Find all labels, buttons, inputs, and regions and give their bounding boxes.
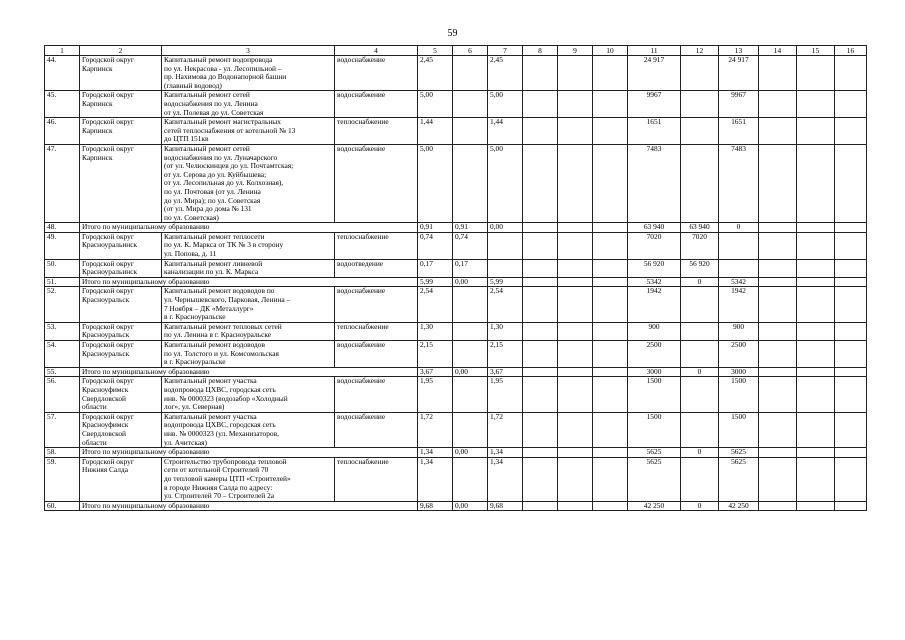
type-cell: водоснабжение: [335, 56, 418, 91]
value-cell-c12: [681, 457, 719, 501]
value-cell-c5: 1,30: [418, 322, 453, 340]
value-cell-c11: 42 250: [628, 501, 681, 511]
table-row: [45, 322, 867, 340]
value-cell-c6: 0,00: [453, 277, 488, 287]
value-cell-c9: [558, 277, 593, 287]
value-cell-c16: [835, 144, 867, 222]
value-cell-c16: [835, 341, 867, 368]
value-cell-c16: [835, 56, 867, 91]
municipality-cell: Городской округ Красноуральинск: [80, 259, 162, 277]
value-cell-c14: [759, 144, 797, 222]
value-cell-c11: 900: [628, 322, 681, 340]
value-cell-c14: [759, 277, 797, 287]
row-number-cell: 44.: [45, 56, 80, 91]
municipality-cell: Городской округ Карпинск: [80, 91, 162, 118]
value-cell-c6: 0,00: [453, 501, 488, 511]
municipality-cell: Городской округ Красноуральск: [80, 287, 162, 322]
value-cell-c6: [453, 412, 488, 447]
value-cell-c8: [523, 91, 558, 118]
value-cell-c6: [453, 322, 488, 340]
type-cell: теплоснабжение: [335, 457, 418, 501]
value-cell-c13: 1500: [719, 377, 759, 412]
municipality-cell: Городской округ Карпинск: [80, 56, 162, 91]
type-cell: теплоснабжение: [335, 232, 418, 259]
value-cell-c11: 1651: [628, 118, 681, 145]
value-cell-c8: [523, 287, 558, 322]
value-cell-c9: [558, 501, 593, 511]
value-cell-c6: 0,00: [453, 367, 488, 377]
value-cell-c7: 3,67: [488, 367, 523, 377]
value-cell-c10: [593, 223, 628, 233]
value-cell-c14: [759, 457, 797, 501]
column-header: 3: [162, 46, 335, 56]
value-cell-c11: 1942: [628, 287, 681, 322]
value-cell-c15: [797, 457, 835, 501]
value-cell-c8: [523, 223, 558, 233]
value-cell-c16: [835, 322, 867, 340]
value-cell-c8: [523, 412, 558, 447]
description-cell: Капитальный ремонт водоводов по ул. Толстого и ул. Комсомольская в г. Красноуральске: [162, 341, 335, 368]
value-cell-c6: [453, 341, 488, 368]
row-number-cell: 55.: [45, 367, 80, 377]
value-cell-c12: [681, 144, 719, 222]
value-cell-c7: 2,15: [488, 341, 523, 368]
value-cell-c15: [797, 448, 835, 458]
value-cell-c6: [453, 91, 488, 118]
value-cell-c16: [835, 412, 867, 447]
total-row: [45, 501, 867, 511]
column-header: 6: [453, 46, 488, 56]
value-cell-c9: [558, 223, 593, 233]
value-cell-c10: [593, 412, 628, 447]
value-cell-c10: [593, 232, 628, 259]
value-cell-c12: [681, 377, 719, 412]
value-cell-c14: [759, 367, 797, 377]
total-label-cell: Итого по муниципальному образованию: [80, 277, 418, 287]
column-header: 16: [835, 46, 867, 56]
value-cell-c13: 0: [719, 223, 759, 233]
row-number-cell: 60.: [45, 501, 80, 511]
description-cell: Строительство трубопровода тепловой сети от котельной Строителей 70 до тепловой камеры ЦТП «Строителей» в городе Нижняя Салда по адресу: ул. Строителей 70 – Строителей 2а: [162, 457, 335, 501]
municipality-cell: Городской округ Нижняя Салда: [80, 457, 162, 501]
value-cell-c9: [558, 144, 593, 222]
value-cell-c13: 5625: [719, 448, 759, 458]
value-cell-c15: [797, 277, 835, 287]
value-cell-c10: [593, 259, 628, 277]
value-cell-c11: 63 940: [628, 223, 681, 233]
value-cell-c8: [523, 259, 558, 277]
value-cell-c16: [835, 277, 867, 287]
value-cell-c10: [593, 277, 628, 287]
value-cell-c14: [759, 118, 797, 145]
total-row: [45, 223, 867, 233]
table-row: [45, 457, 867, 501]
column-header: 13: [719, 46, 759, 56]
value-cell-c15: [797, 144, 835, 222]
row-number-cell: 50.: [45, 259, 80, 277]
value-cell-c13: [719, 232, 759, 259]
value-cell-c10: [593, 144, 628, 222]
value-cell-c13: 5625: [719, 457, 759, 501]
value-cell-c5: 0,74: [418, 232, 453, 259]
value-cell-c12: 63 940: [681, 223, 719, 233]
value-cell-c8: [523, 448, 558, 458]
table-row: [45, 287, 867, 322]
table-row: [45, 259, 867, 277]
value-cell-c5: 2,15: [418, 341, 453, 368]
value-cell-c6: 0,17: [453, 259, 488, 277]
value-cell-c13: 3000: [719, 367, 759, 377]
value-cell-c7: 9,68: [488, 501, 523, 511]
value-cell-c5: 0,91: [418, 223, 453, 233]
value-cell-c14: [759, 56, 797, 91]
value-cell-c9: [558, 287, 593, 322]
value-cell-c14: [759, 322, 797, 340]
value-cell-c11: 9967: [628, 91, 681, 118]
column-header: 7: [488, 46, 523, 56]
data-table: [44, 45, 867, 511]
table-row: [45, 377, 867, 412]
type-cell: водоснабжение: [335, 91, 418, 118]
description-cell: Капитальный ремонт сетей водоснабжения по ул. Ленина от ул. Полевая до ул. Советская: [162, 91, 335, 118]
value-cell-c7: 1,34: [488, 457, 523, 501]
value-cell-c11: 2500: [628, 341, 681, 368]
value-cell-c8: [523, 277, 558, 287]
value-cell-c15: [797, 91, 835, 118]
value-cell-c15: [797, 223, 835, 233]
value-cell-c11: 1500: [628, 377, 681, 412]
column-header: 15: [797, 46, 835, 56]
value-cell-c7: 1,30: [488, 322, 523, 340]
row-number-cell: 53.: [45, 322, 80, 340]
value-cell-c5: 3,67: [418, 367, 453, 377]
value-cell-c14: [759, 287, 797, 322]
value-cell-c7: [488, 259, 523, 277]
description-cell: Капитальный ремонт водопровода по ул. Некрасова - ул. Лесопильной – пр. Нахимова до Водонапорной башни (главный водовод): [162, 56, 335, 91]
value-cell-c15: [797, 287, 835, 322]
value-cell-c15: [797, 118, 835, 145]
type-cell: водоснабжение: [335, 144, 418, 222]
description-cell: Капитальный ремонт тепловых сетей по ул. Ленина в г. Красноуральске: [162, 322, 335, 340]
value-cell-c12: [681, 118, 719, 145]
type-cell: водоснабжение: [335, 287, 418, 322]
type-cell: теплоснабжение: [335, 118, 418, 145]
value-cell-c8: [523, 56, 558, 91]
column-header: 5: [418, 46, 453, 56]
value-cell-c16: [835, 118, 867, 145]
type-cell: водоснабжение: [335, 341, 418, 368]
value-cell-c6: 0,74: [453, 232, 488, 259]
row-number-cell: 46.: [45, 118, 80, 145]
total-label-cell: Итого по муниципальному образованию: [80, 223, 418, 233]
type-cell: водоснабжение: [335, 377, 418, 412]
value-cell-c5: 9,68: [418, 501, 453, 511]
row-number-cell: 49.: [45, 232, 80, 259]
total-row: [45, 448, 867, 458]
column-header: 11: [628, 46, 681, 56]
value-cell-c5: 0,17: [418, 259, 453, 277]
value-cell-c12: 0: [681, 448, 719, 458]
table-row: [45, 56, 867, 91]
value-cell-c8: [523, 341, 558, 368]
table-row: [45, 232, 867, 259]
value-cell-c12: [681, 341, 719, 368]
value-cell-c5: 5,00: [418, 91, 453, 118]
value-cell-c5: 1,34: [418, 457, 453, 501]
value-cell-c12: 0: [681, 277, 719, 287]
value-cell-c10: [593, 56, 628, 91]
value-cell-c12: [681, 287, 719, 322]
description-cell: Капитальный ремонт теплосети по ул. К. Маркса от ТК № 3 в сторону ул. Попова, д. 11: [162, 232, 335, 259]
description-cell: Капитальный ремонт участка водопровода ЦХВС, городская сеть инв. № 0000323 (ул. Механизаторов, ул. Ачитская): [162, 412, 335, 447]
row-number-cell: 56.: [45, 377, 80, 412]
value-cell-c11: 7020: [628, 232, 681, 259]
value-cell-c15: [797, 367, 835, 377]
value-cell-c8: [523, 232, 558, 259]
value-cell-c8: [523, 457, 558, 501]
value-cell-c6: [453, 118, 488, 145]
value-cell-c7: 1,44: [488, 118, 523, 145]
value-cell-c12: [681, 91, 719, 118]
value-cell-c10: [593, 367, 628, 377]
table-row: [45, 144, 867, 222]
value-cell-c10: [593, 457, 628, 501]
row-number-cell: 57.: [45, 412, 80, 447]
value-cell-c5: 2,45: [418, 56, 453, 91]
value-cell-c16: [835, 377, 867, 412]
page-number: 59: [447, 28, 458, 39]
value-cell-c8: [523, 144, 558, 222]
type-cell: теплоснабжение: [335, 322, 418, 340]
value-cell-c13: 1651: [719, 118, 759, 145]
value-cell-c13: 7483: [719, 144, 759, 222]
value-cell-c15: [797, 322, 835, 340]
value-cell-c9: [558, 341, 593, 368]
value-cell-c9: [558, 259, 593, 277]
column-header: 4: [335, 46, 418, 56]
value-cell-c13: 1942: [719, 287, 759, 322]
value-cell-c10: [593, 501, 628, 511]
value-cell-c13: 900: [719, 322, 759, 340]
column-header: 9: [558, 46, 593, 56]
value-cell-c16: [835, 223, 867, 233]
value-cell-c15: [797, 412, 835, 447]
value-cell-c11: 5625: [628, 457, 681, 501]
value-cell-c15: [797, 501, 835, 511]
value-cell-c10: [593, 91, 628, 118]
description-cell: Капитальный ремонт магистральных сетей теплоснабжения от котельной № 13 до ЦТП 151кв: [162, 118, 335, 145]
value-cell-c10: [593, 341, 628, 368]
row-number-cell: 52.: [45, 287, 80, 322]
value-cell-c15: [797, 259, 835, 277]
value-cell-c7: 0,00: [488, 223, 523, 233]
total-row: [45, 277, 867, 287]
municipality-cell: Городской округ Красноуральинск: [80, 232, 162, 259]
value-cell-c11: 7483: [628, 144, 681, 222]
value-cell-c6: [453, 377, 488, 412]
value-cell-c5: 5,99: [418, 277, 453, 287]
type-cell: водоснабжение: [335, 412, 418, 447]
value-cell-c13: 9967: [719, 91, 759, 118]
description-cell: Капитальный ремонт сетей водоснабжения по ул. Луначарского (от ул. Челюскинцев до ул. Почтамтская; от ул. Серова до ул. Куйбышева; от ул. Лесопильная до ул. Колхозная), по ул. Почтовая (от ул. Ленина до ул. Мира); по ул. Советская (от ул. Мира до дома № 131 по ул. Советская): [162, 144, 335, 222]
description-cell: Капитальный ремонт ливневой канализации по ул. К. Маркса: [162, 259, 335, 277]
value-cell-c16: [835, 448, 867, 458]
value-cell-c13: 42 250: [719, 501, 759, 511]
column-header: 14: [759, 46, 797, 56]
value-cell-c14: [759, 501, 797, 511]
value-cell-c15: [797, 377, 835, 412]
value-cell-c13: 1500: [719, 412, 759, 447]
table-row: [45, 91, 867, 118]
value-cell-c15: [797, 341, 835, 368]
value-cell-c14: [759, 412, 797, 447]
type-cell: водоотведение: [335, 259, 418, 277]
total-label-cell: Итого по муниципальному образованию: [80, 448, 418, 458]
value-cell-c14: [759, 377, 797, 412]
value-cell-c12: [681, 322, 719, 340]
value-cell-c7: 1,72: [488, 412, 523, 447]
value-cell-c7: 1,95: [488, 377, 523, 412]
value-cell-c6: 0,00: [453, 448, 488, 458]
total-label-cell: Итого по муниципальному образованию: [80, 367, 418, 377]
value-cell-c7: 5,99: [488, 277, 523, 287]
municipality-cell: Городской округ Карпинск: [80, 118, 162, 145]
value-cell-c16: [835, 232, 867, 259]
value-cell-c9: [558, 118, 593, 145]
value-cell-c6: [453, 56, 488, 91]
column-header: 8: [523, 46, 558, 56]
value-cell-c9: [558, 457, 593, 501]
value-cell-c10: [593, 377, 628, 412]
value-cell-c7: 5,00: [488, 91, 523, 118]
description-cell: Капитальный ремонт водоводов по ул. Чернышевского, Парковая, Ленина – 7 Ноября – ДК «Металлург» в г. Красноуральске: [162, 287, 335, 322]
value-cell-c14: [759, 341, 797, 368]
table-row: [45, 118, 867, 145]
value-cell-c10: [593, 287, 628, 322]
value-cell-c6: [453, 144, 488, 222]
value-cell-c16: [835, 367, 867, 377]
value-cell-c16: [835, 457, 867, 501]
value-cell-c8: [523, 367, 558, 377]
value-cell-c16: [835, 287, 867, 322]
value-cell-c13: 24 917: [719, 56, 759, 91]
value-cell-c7: [488, 232, 523, 259]
municipality-cell: Городской округ Красноуфимск Свердловской области: [80, 377, 162, 412]
value-cell-c13: 2500: [719, 341, 759, 368]
row-number-cell: 51.: [45, 277, 80, 287]
value-cell-c11: 3000: [628, 367, 681, 377]
value-cell-c9: [558, 377, 593, 412]
table-row: [45, 341, 867, 368]
row-number-cell: 58.: [45, 448, 80, 458]
value-cell-c12: 56 920: [681, 259, 719, 277]
column-header: 1: [45, 46, 80, 56]
value-cell-c14: [759, 448, 797, 458]
value-cell-c7: 1,34: [488, 448, 523, 458]
value-cell-c10: [593, 448, 628, 458]
municipality-cell: Городской округ Красноуфимск Свердловской области: [80, 412, 162, 447]
value-cell-c5: 1,34: [418, 448, 453, 458]
value-cell-c16: [835, 501, 867, 511]
value-cell-c6: [453, 457, 488, 501]
row-number-cell: 45.: [45, 91, 80, 118]
value-cell-c7: 5,00: [488, 144, 523, 222]
column-header: 2: [80, 46, 162, 56]
municipality-cell: Городской округ Красноуральск: [80, 322, 162, 340]
description-cell: Капитальный ремонт участка водопровода ЦХВС, городская сеть инв. № 0000323 (водозабор «Холодный лог», ул. Северная): [162, 377, 335, 412]
value-cell-c14: [759, 91, 797, 118]
value-cell-c9: [558, 448, 593, 458]
value-cell-c14: [759, 223, 797, 233]
value-cell-c7: 2,54: [488, 287, 523, 322]
total-label-cell: Итого по муниципальному образованию: [80, 501, 418, 511]
value-cell-c11: 1500: [628, 412, 681, 447]
value-cell-c9: [558, 322, 593, 340]
column-header: 10: [593, 46, 628, 56]
value-cell-c5: 1,44: [418, 118, 453, 145]
value-cell-c5: 1,72: [418, 412, 453, 447]
value-cell-c12: 0: [681, 501, 719, 511]
value-cell-c5: 1,95: [418, 377, 453, 412]
value-cell-c13: 5342: [719, 277, 759, 287]
value-cell-c8: [523, 118, 558, 145]
value-cell-c9: [558, 56, 593, 91]
value-cell-c9: [558, 232, 593, 259]
value-cell-c10: [593, 118, 628, 145]
value-cell-c13: [719, 259, 759, 277]
value-cell-c11: 5342: [628, 277, 681, 287]
total-row: [45, 367, 867, 377]
value-cell-c15: [797, 56, 835, 91]
value-cell-c15: [797, 232, 835, 259]
value-cell-c16: [835, 259, 867, 277]
value-cell-c12: 0: [681, 367, 719, 377]
value-cell-c8: [523, 501, 558, 511]
municipality-cell: Городской округ Карпинск: [80, 144, 162, 222]
value-cell-c11: 56 920: [628, 259, 681, 277]
value-cell-c12: [681, 56, 719, 91]
row-number-cell: 59.: [45, 457, 80, 501]
value-cell-c12: 7020: [681, 232, 719, 259]
value-cell-c9: [558, 91, 593, 118]
value-cell-c5: 5,00: [418, 144, 453, 222]
value-cell-c6: [453, 287, 488, 322]
value-cell-c16: [835, 91, 867, 118]
value-cell-c8: [523, 322, 558, 340]
value-cell-c8: [523, 377, 558, 412]
value-cell-c11: 5625: [628, 448, 681, 458]
value-cell-c7: 2,45: [488, 56, 523, 91]
column-number-row: [45, 46, 867, 56]
row-number-cell: 47.: [45, 144, 80, 222]
value-cell-c14: [759, 259, 797, 277]
value-cell-c11: 24 917: [628, 56, 681, 91]
table-row: [45, 412, 867, 447]
value-cell-c6: 0,91: [453, 223, 488, 233]
value-cell-c5: 2,54: [418, 287, 453, 322]
municipality-cell: Городской округ Красноуральск: [80, 341, 162, 368]
value-cell-c14: [759, 232, 797, 259]
column-header: 12: [681, 46, 719, 56]
value-cell-c10: [593, 322, 628, 340]
row-number-cell: 54.: [45, 341, 80, 368]
value-cell-c9: [558, 412, 593, 447]
value-cell-c9: [558, 367, 593, 377]
value-cell-c12: [681, 412, 719, 447]
row-number-cell: 48.: [45, 223, 80, 233]
